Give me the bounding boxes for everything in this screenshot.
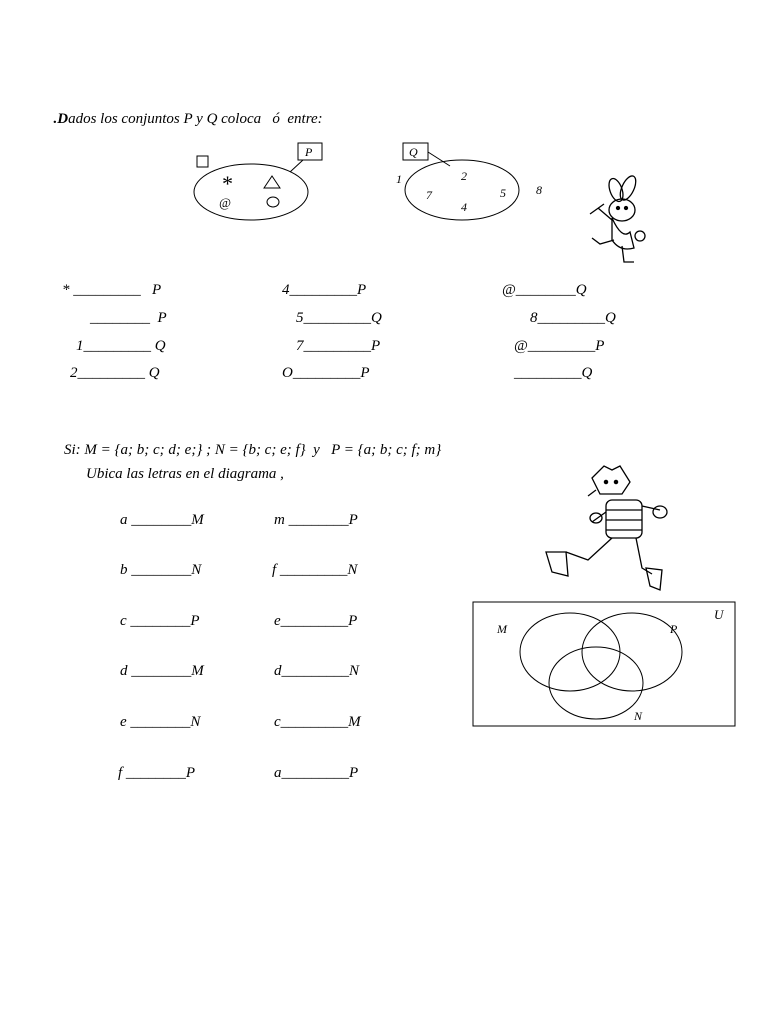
s2-row6-col1: f ________P xyxy=(118,765,196,781)
set-q-element-7: 7 xyxy=(426,188,432,202)
set-q-element-2: 2 xyxy=(461,169,467,183)
set-q-element-5: 5 xyxy=(500,186,506,200)
venn-circle-n xyxy=(549,647,643,719)
s1-row2-col2: 5_________Q xyxy=(296,310,382,326)
s1-row3-col3: @_________P xyxy=(514,338,605,354)
s1-row1-col3: @________Q xyxy=(502,282,587,298)
venn-circle-p xyxy=(582,613,682,691)
s2-row1-col2: m ________P xyxy=(274,512,358,528)
s1-row4-col1: 2_________ Q xyxy=(70,365,160,381)
s2-row4-col2: d_________N xyxy=(274,663,360,679)
s2-row3-col2: e_________P xyxy=(274,613,358,629)
s1-row1-col2: 4_________P xyxy=(282,282,367,298)
s2-row2-col2: f _________N xyxy=(272,562,358,578)
s2-row5-col1: e ________N xyxy=(120,714,201,730)
set-p-label: P xyxy=(305,145,313,159)
universe-box xyxy=(473,602,735,726)
s1-row3-col1: 1_________ Q xyxy=(76,338,166,354)
s1-row2-col3: 8_________Q xyxy=(530,310,616,326)
s1-row3-col2: 7_________P xyxy=(296,338,381,354)
s2-row3-col1: c ________P xyxy=(120,613,200,629)
s2-row6-col2: a_________P xyxy=(274,765,359,781)
outside-element-8: 8 xyxy=(536,183,542,197)
venn-label-n: N xyxy=(634,709,643,723)
set-q-label: Q xyxy=(409,145,418,159)
set-p-element-asterisk: * xyxy=(221,171,232,196)
s2-row5-col2: c_________M xyxy=(274,714,361,730)
title-bold: .D xyxy=(53,111,69,127)
venn-label-m: M xyxy=(497,622,507,636)
outside-element-1: 1 xyxy=(396,172,402,186)
title-rest: ados los conjuntos P y Q coloca ó entre: xyxy=(68,111,323,127)
set-q-element-4: 4 xyxy=(461,200,467,214)
section2-sets-line: Si: M = {a; b; c; d; e;} ; N = {b; c; e; f} y P = {a; b; c; f; m} xyxy=(64,442,442,458)
s2-row1-col1: a ________M xyxy=(120,512,204,528)
universe-label: U xyxy=(714,607,724,622)
s1-row4-col2: O_________P xyxy=(282,365,370,381)
running-character-illustration xyxy=(546,466,667,590)
set-p-element-at: @ xyxy=(219,195,231,210)
s1-row4-col3: _________Q xyxy=(514,365,593,381)
s2-row2-col1: b ________N xyxy=(120,562,202,578)
venn-label-p: P xyxy=(670,622,678,636)
venn-circle-m xyxy=(520,613,620,691)
s2-row4-col1: d ________M xyxy=(120,663,204,679)
s1-row2-col1: ________ P xyxy=(90,310,167,326)
s1-row1-col1: * _________ P xyxy=(62,282,162,298)
section2-instruction: Ubica las letras en el diagrama , xyxy=(86,466,284,482)
